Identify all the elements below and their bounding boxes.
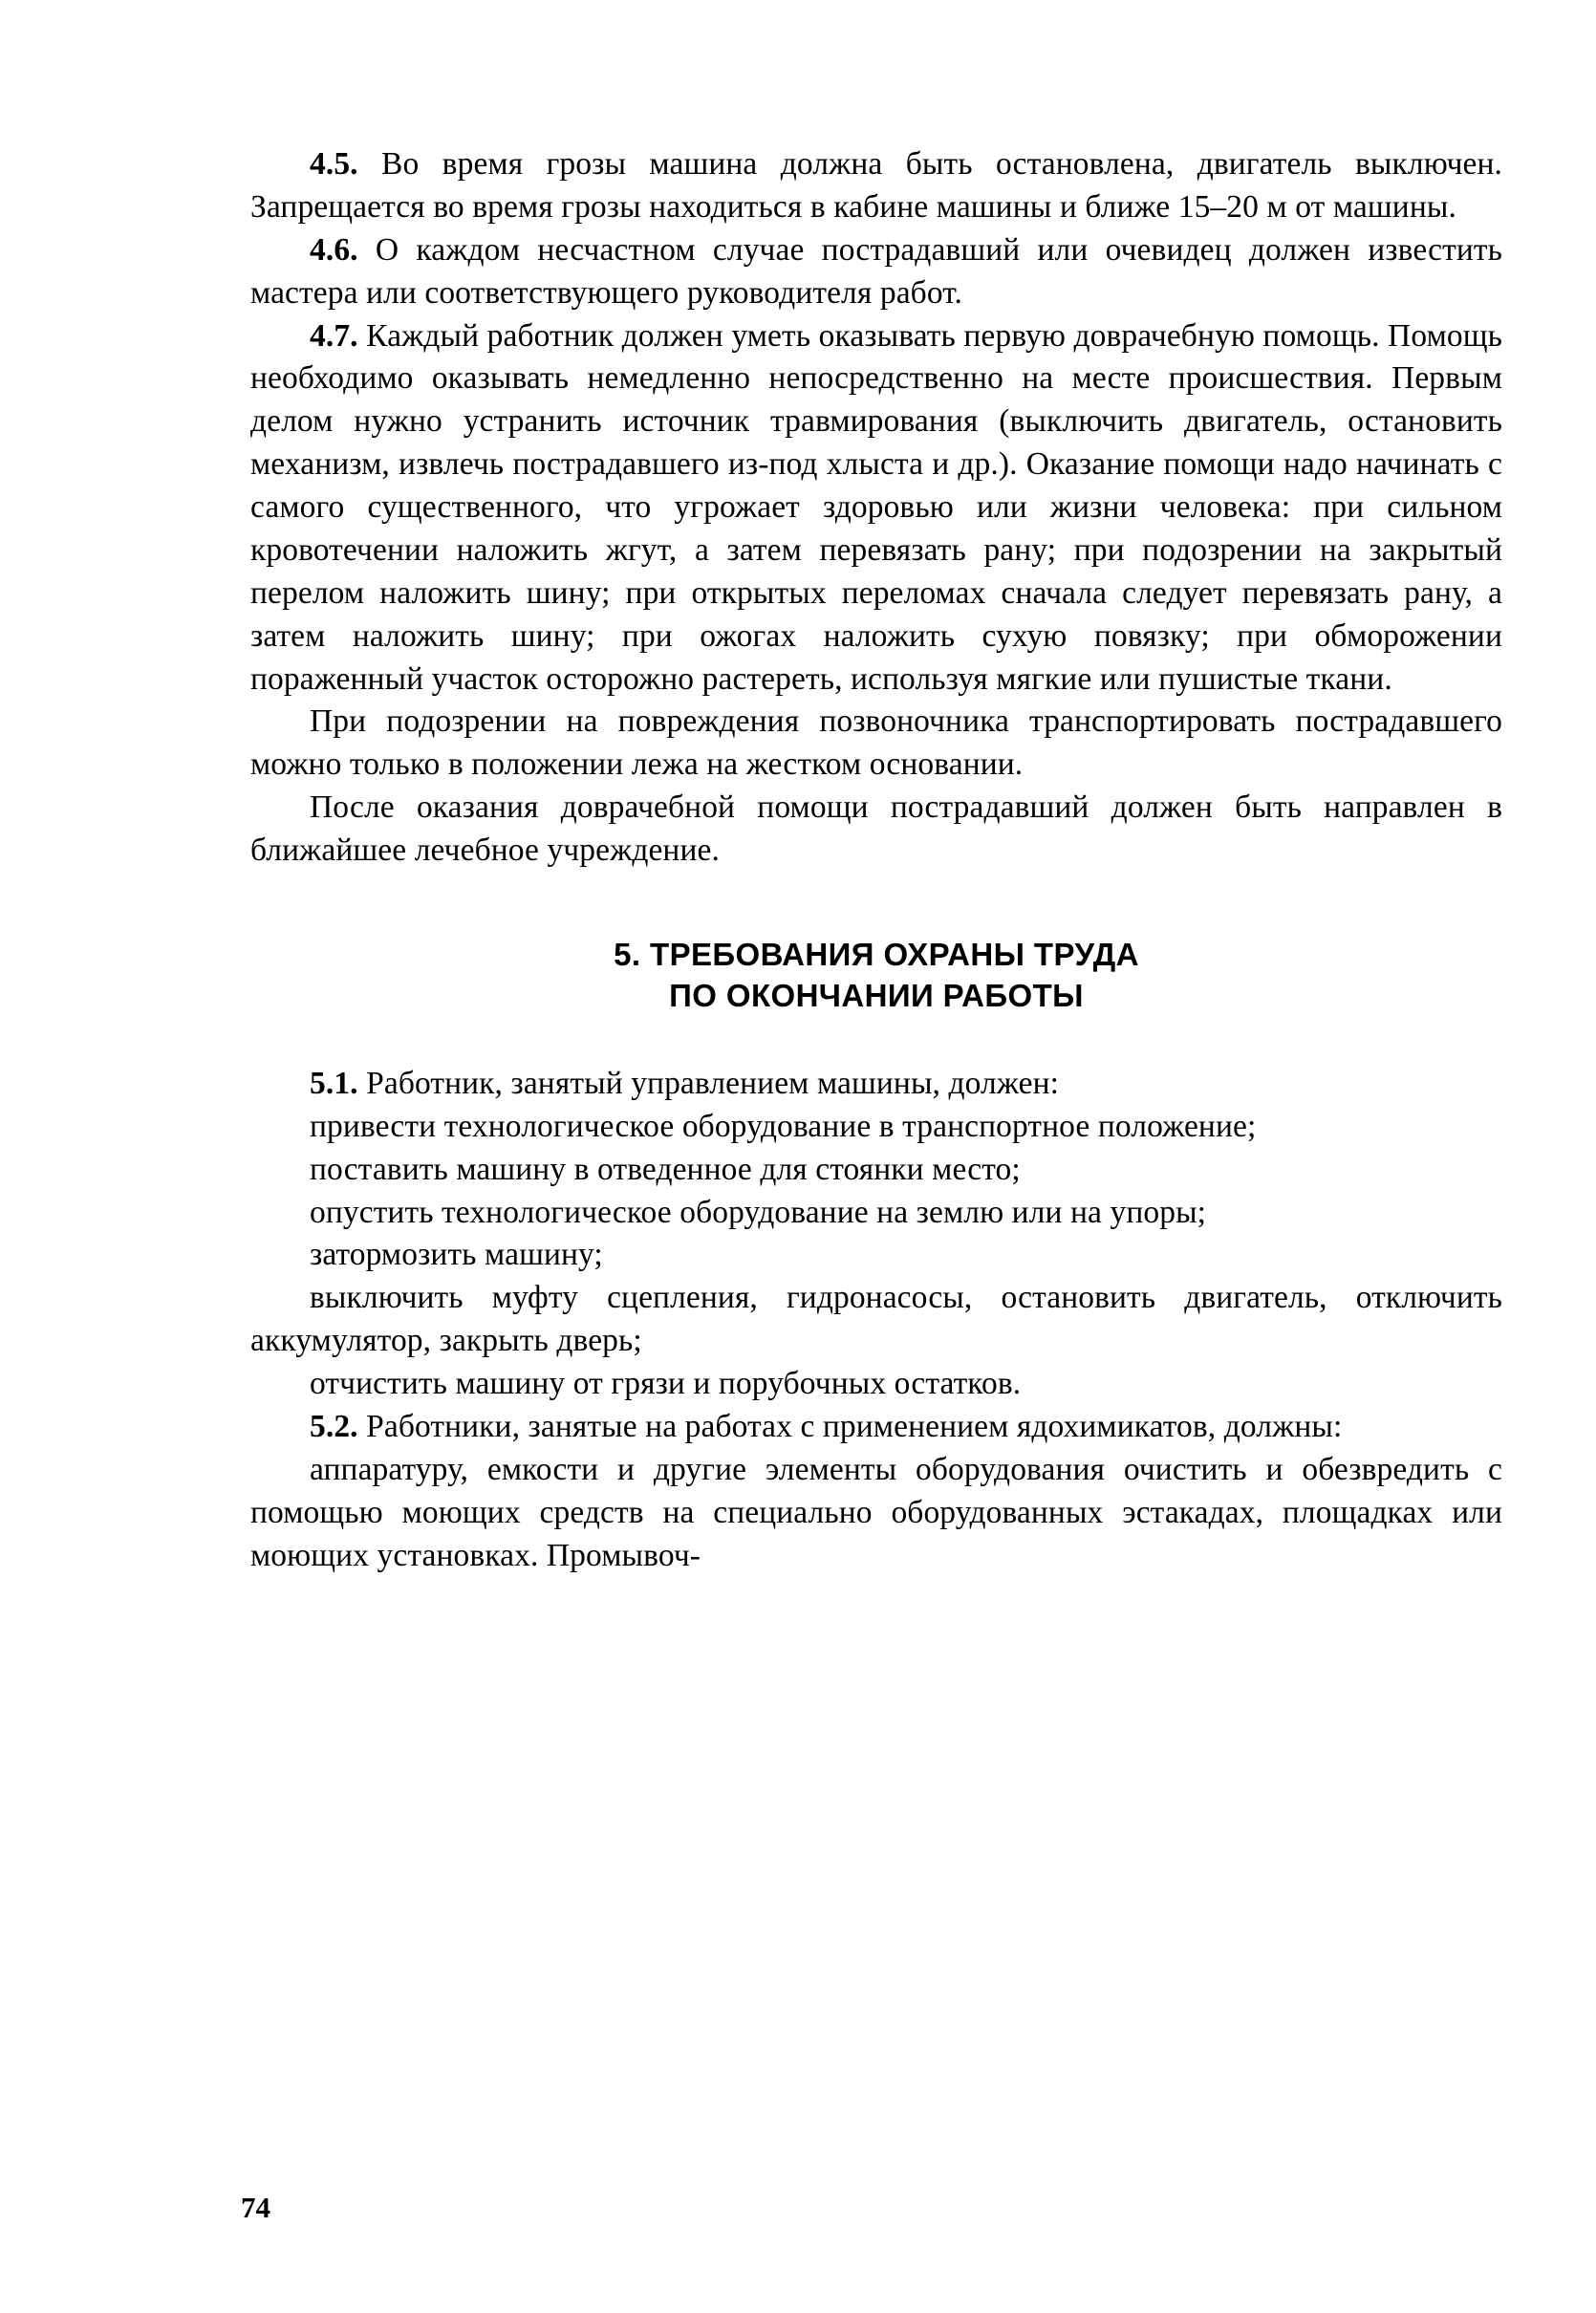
paragraph-4-6 <box>250 229 1502 315</box>
paragraph-4-5 <box>250 143 1502 229</box>
clause-number: 5.1. <box>310 1065 358 1101</box>
list-item-5-1-b: поставить машину в отведенное для стоянки место; <box>310 1151 1021 1187</box>
list-item-5-1-c: опустить технологическое оборудование на землю или на упоры; <box>310 1194 1207 1230</box>
paragraph-5-1 <box>250 1063 1502 1106</box>
clause-number: 4.7. <box>310 317 358 354</box>
clause-number: 4.5. <box>310 146 358 182</box>
list-item-5-1-d: затормозить машину; <box>310 1237 603 1273</box>
section-heading-line-2: ПО ОКОНЧАНИИ РАБОТЫ <box>669 978 1084 1014</box>
clause-text: Работник, занятый управлением машины, должен: <box>357 1065 1060 1101</box>
page-number: 74 <box>241 2191 270 2224</box>
clause-text: Во время грозы машина должна быть остановлена, двигатель выключен. Запрещается во время грозы находиться в кабине машины и ближе 15–20 м от машины. <box>250 146 1502 225</box>
clause-text: Каждый работник должен уметь оказывать первую доврачебную помощь. Помощь необходимо оказывать немедленно непосредственно на месте происшествия. Первым делом нужно устранить источник травмирования (выключить двигатель, остановить механизм, извлечь пострадавшего из-под хлыста и др.). Оказание помощи надо начинать с самого существенного, что угрожает здоровью или жизни человека: при сильном кровотечении наложить жгут, а затем перевязать рану; при подозрении на закрытый перелом наложить шину; при открытых переломах сначала следует перевязать рану, а затем наложить шину; при ожогах наложить сухую повязку; при обморожении пораженный участок осторожно растереть, используя мягкие или пушистые ткани. <box>250 317 1502 697</box>
section-heading <box>250 934 1502 1017</box>
clause-number: 5.2. <box>310 1408 358 1444</box>
list-item-5-1-e: выключить муфту сцепления, гидронасосы, остановить двигатель, отключить аккумулятор, закрыть дверь; <box>250 1280 1502 1359</box>
paragraph-spine-transport: При подозрении на повреждения позвоночника транспортировать пострадавшего можно только в положении лежа на жестком основании. <box>250 703 1502 783</box>
clause-number: 4.6. <box>310 231 358 268</box>
clause-text: Работники, занятые на работах с применением ядохимикатов, должны: <box>357 1408 1343 1444</box>
clause-text: О каждом несчастном случае пострадавший или очевидец должен известить мастера или соответствующего руководителя работ. <box>250 231 1502 311</box>
list-item-5-1-f: отчистить машину от грязи и порубочных остатков. <box>310 1366 1022 1402</box>
paragraph-4-7 <box>250 315 1502 702</box>
paragraph-after-first-aid: После оказания доврачебной помощи пострадавший должен быть направлен в ближайшее лечебное учреждение. <box>250 789 1502 868</box>
list-item-5-1-a: привести технологическое оборудование в транспортное положение; <box>310 1108 1257 1144</box>
page-content <box>250 143 1502 1577</box>
section-heading-line-1: 5. ТРЕБОВАНИЯ ОХРАНЫ ТРУДА <box>614 936 1139 972</box>
paragraph-5-2 <box>250 1406 1502 1449</box>
list-item-5-2-a: аппаратуру, емкости и другие элементы оборудования очистить и обезвредить с помощью моющих средств на специально оборудованных эстакадах, площадках или моющих установках. Промывоч- <box>250 1451 1502 1573</box>
